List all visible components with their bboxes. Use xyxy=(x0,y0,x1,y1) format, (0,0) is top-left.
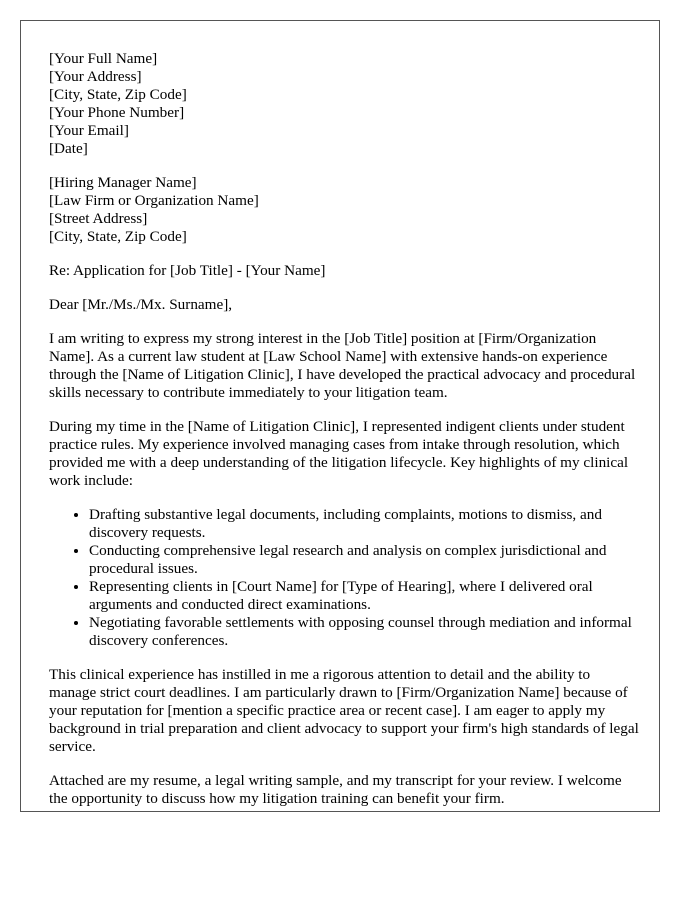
recipient-block xyxy=(49,174,639,246)
document-page xyxy=(20,20,660,812)
recipient-street: [Street Address] xyxy=(49,210,148,227)
sender-name: [Your Full Name] xyxy=(49,50,158,67)
letter-date: [Date] xyxy=(49,140,88,157)
salutation: Dear [Mr./Ms./Mx. Surname], xyxy=(49,296,233,313)
list-item: • Drafting substantive legal documents, including complaints, motions to dismiss, and discovery requests. xyxy=(89,506,639,542)
body-paragraph-motivation: This clinical experience has instilled in me a rigorous attention to detail and the ability to manage strict court deadlines. I am particularly drawn to [Firm/Organization Name] because of your reputation for [mention a specific practice area or recent case]. I am eager to apply my background in trial preparation and client advocacy to support your firm's high standards of legal service. xyxy=(49,666,639,755)
sender-email: [Your Email] xyxy=(49,122,129,139)
list-item: • Conducting comprehensive legal research and analysis on complex jurisdictional and procedural issues. xyxy=(89,542,639,578)
clinical-highlights-list xyxy=(49,506,639,650)
recipient-manager: [Hiring Manager Name] xyxy=(49,174,197,191)
body-paragraph-intro: I am writing to express my strong interest in the [Job Title] position at [Firm/Organization Name]. As a current law student at [Law School Name] with extensive hands-on experience through the [Name of Litigation Clinic], I have developed the practical advocacy and procedural skills necessary to contribute immediately to your litigation team. xyxy=(49,330,636,401)
body-paragraph-closing: Attached are my resume, a legal writing sample, and my transcript for your review. I welcome the opportunity to discuss how my litigation training can benefit your firm. xyxy=(49,772,622,807)
sender-city-state-zip: [City, State, Zip Code] xyxy=(49,86,187,103)
list-item: • Representing clients in [Court Name] for [Type of Hearing], where I delivered oral arguments and conducted direct examinations. xyxy=(89,578,639,614)
sender-block xyxy=(49,50,639,158)
subject-line: Re: Application for [Job Title] - [Your Name] xyxy=(49,262,326,279)
cover-letter xyxy=(49,50,639,812)
body-paragraph-clinic: During my time in the [Name of Litigation Clinic], I represented indigent clients under student practice rules. My experience involved managing cases from intake through resolution, which provided me with a deep understanding of the litigation lifecycle. Key highlights of my clinical work include: xyxy=(49,418,629,489)
recipient-firm: [Law Firm or Organization Name] xyxy=(49,192,259,209)
list-item: • Negotiating favorable settlements with opposing counsel through mediation and informal discovery conferences. xyxy=(89,614,639,650)
sender-address: [Your Address] xyxy=(49,68,142,85)
recipient-city-state-zip: [City, State, Zip Code] xyxy=(49,228,187,245)
sender-phone: [Your Phone Number] xyxy=(49,104,185,121)
